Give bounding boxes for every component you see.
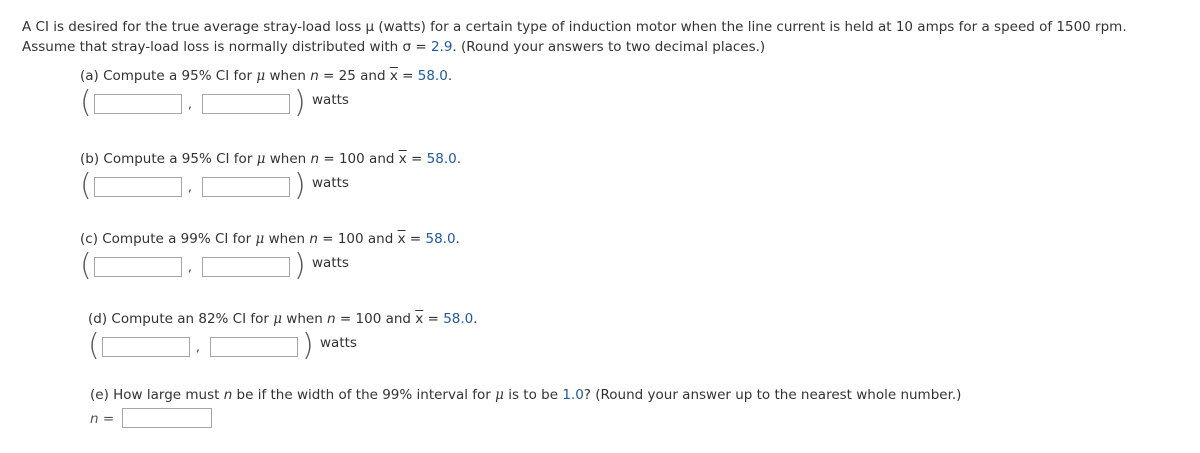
part-c-upper-input[interactable]	[202, 257, 290, 277]
n-symbol: n	[309, 231, 318, 247]
part-a-x-value: 58.0	[417, 68, 448, 84]
part-a-and: and	[355, 68, 390, 84]
left-paren: (	[80, 168, 92, 203]
part-d-lower-input[interactable]	[102, 337, 190, 357]
part-a-n-value: 25	[338, 68, 356, 84]
part-b-when: when	[265, 151, 311, 167]
part-e-n-label: n =	[90, 411, 115, 427]
comma-separator: ,	[188, 180, 192, 194]
xbar-symbol: $\overline{x}$	[389, 68, 398, 84]
part-b-lower-input[interactable]	[94, 177, 182, 197]
problem-line-2-post: . (Round your answers to two decimal places.)	[452, 39, 766, 55]
part-c-prefix: (c) Compute a 99% CI for	[80, 231, 256, 247]
part-c-n-eq: =	[317, 231, 338, 247]
part-e-width-value: 1.0	[562, 387, 584, 403]
part-a-unit: watts	[312, 92, 349, 108]
part-d-question	[88, 310, 478, 328]
part-b-upper-input[interactable]	[202, 177, 290, 197]
part-b-x-value: 58.0	[426, 151, 457, 167]
mu-symbol: μ	[273, 311, 282, 327]
part-d-unit: watts	[320, 335, 357, 351]
part-a-answer-row	[80, 87, 380, 123]
part-a-prefix: (a) Compute a 95% CI for	[80, 68, 257, 84]
problem-line-2-pre: Assume that stray-load loss is normally distributed with σ =	[22, 39, 431, 55]
part-e-post-pre: is to be	[503, 387, 563, 403]
xbar-symbol: $\overline{x}$	[415, 311, 424, 327]
part-a-lower-input[interactable]	[94, 94, 182, 114]
right-paren: )	[294, 85, 306, 120]
sigma-value: 2.9	[430, 39, 453, 55]
part-d-n-value: 100	[355, 311, 382, 327]
n-symbol: n	[310, 151, 320, 167]
right-paren: )	[294, 168, 306, 203]
part-a-when: when	[265, 68, 311, 84]
part-d-prefix: (d) Compute an 82% CI for	[88, 311, 274, 327]
right-paren: )	[294, 248, 306, 283]
part-e-mid: be if the width of the 99% interval for	[232, 387, 496, 403]
part-b-and: and	[364, 151, 399, 167]
part-b-question	[80, 150, 461, 168]
part-a-upper-input[interactable]	[202, 94, 290, 114]
part-d-and: and	[381, 311, 416, 327]
problem-line-2	[22, 37, 1198, 57]
part-b-end: .	[456, 151, 461, 167]
part-d-x-eq: =	[423, 311, 444, 327]
part-b-n-value: 100	[338, 151, 365, 167]
part-c-x-value: 58.0	[425, 231, 456, 247]
part-c-x-eq: =	[405, 231, 426, 247]
n-symbol: n	[223, 387, 233, 403]
mu-symbol: μ	[256, 68, 266, 84]
left-paren: (	[88, 328, 100, 363]
part-c-answer-row	[80, 250, 380, 286]
part-d-upper-input[interactable]	[210, 337, 298, 357]
part-c-unit: watts	[312, 255, 349, 271]
part-a-end: .	[447, 68, 453, 84]
part-d-x-value: 58.0	[443, 311, 474, 327]
part-d-answer-row	[88, 330, 388, 366]
part-d-end: .	[473, 311, 478, 327]
comma-separator: ,	[188, 97, 192, 111]
mu-symbol: μ	[255, 231, 265, 247]
mu-symbol: μ	[495, 387, 504, 403]
part-e-post: ? (Round your answer up to the nearest whole number.)	[583, 387, 962, 403]
part-c-end: .	[455, 231, 460, 247]
part-b-answer-row	[80, 170, 380, 206]
mu-symbol: μ	[256, 151, 266, 167]
problem-statement	[22, 17, 1198, 57]
part-e-prefix: (e) How large must	[90, 387, 224, 403]
comma-separator: ,	[188, 260, 192, 274]
left-paren: (	[80, 248, 92, 283]
part-a-n-eq: =	[318, 68, 339, 84]
part-c-question	[80, 230, 460, 248]
part-c-when: when	[264, 231, 310, 247]
part-d-when: when	[282, 311, 328, 327]
problem-line-1: A CI is desired for the true average stray-load loss μ (watts) for a certain type of induction motor when the line current is held at 10 amps for a speed of 1500 rpm.	[22, 19, 1127, 35]
part-a-x-eq: =	[397, 68, 418, 84]
part-d-n-eq: =	[335, 311, 356, 327]
part-c-and: and	[363, 231, 398, 247]
part-b-x-eq: =	[406, 151, 427, 167]
part-a-question	[80, 67, 452, 85]
part-e-question	[90, 386, 961, 404]
part-b-unit: watts	[312, 175, 349, 191]
part-e-n-input[interactable]	[122, 408, 212, 428]
part-c-n-value: 100	[337, 231, 364, 247]
comma-separator: ,	[196, 340, 200, 354]
part-b-n-eq: =	[319, 151, 339, 167]
xbar-symbol: $\overline{x}$	[397, 231, 406, 247]
part-b-prefix: (b) Compute a 95% CI for	[80, 151, 257, 167]
xbar-symbol: $\overline{x}$	[398, 151, 407, 167]
n-symbol: n	[310, 68, 319, 84]
left-paren: (	[80, 85, 92, 120]
part-c-lower-input[interactable]	[94, 257, 182, 277]
right-paren: )	[302, 328, 314, 363]
n-symbol: n	[327, 311, 336, 327]
